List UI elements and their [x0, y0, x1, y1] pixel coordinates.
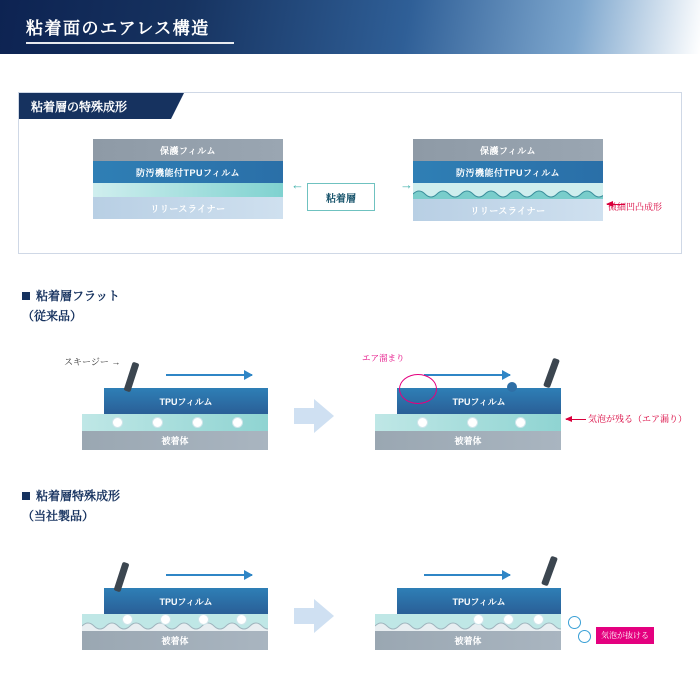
- bullet-square-icon: [22, 292, 30, 300]
- tpu-film-label: TPUフィルム: [397, 388, 561, 414]
- air-bubble: [236, 614, 247, 625]
- base-material-label: 被着体: [82, 431, 268, 450]
- air-bubble: [122, 614, 133, 625]
- section2-heading: 粘着層特殊成形: [22, 487, 120, 504]
- air-bubble: [473, 614, 484, 625]
- direction-arrow: [166, 574, 252, 576]
- air-bubble: [198, 614, 209, 625]
- sample-product-after: [375, 588, 561, 650]
- section1-subheading: （従来品）: [22, 309, 83, 323]
- bullet-square-icon: [22, 492, 30, 500]
- bubble-escape-callout: 気泡が抜ける: [596, 627, 654, 644]
- direction-arrow: [166, 374, 252, 376]
- squeegee-icon: [543, 358, 560, 389]
- layer-release-liner: リリースライナー: [93, 197, 283, 219]
- process-arrow-icon: [294, 399, 334, 433]
- micro-texture-note: 微細凹凸成形: [608, 202, 663, 212]
- layer-release-liner: リリースライナー: [413, 199, 603, 221]
- escaping-bubble-icon: [578, 630, 591, 643]
- air-bubble: [152, 417, 163, 428]
- air-bubble: [112, 417, 123, 428]
- air-bubble: [160, 614, 171, 625]
- layer-tpu-film: 防汚機能付TPUフィルム: [413, 161, 603, 183]
- arrow-right-icon: →: [400, 177, 413, 192]
- air-bubble: [503, 614, 514, 625]
- title-underline: [26, 42, 234, 44]
- tpu-film-label: TPUフィルム: [104, 388, 268, 414]
- micro-texture-wave-icon: [413, 183, 603, 199]
- layer-adhesive-textured: [413, 183, 603, 199]
- air-bubble: [515, 417, 526, 428]
- air-bubble: [417, 417, 428, 428]
- tpu-film-label: TPUフィルム: [397, 588, 561, 614]
- squeegee-label: スキージー →: [64, 357, 121, 367]
- bubble-remain-note: 気泡が残る（エア漏り）: [588, 414, 688, 424]
- escaping-bubble-icon: [568, 616, 581, 629]
- section2-subheading: （当社製品）: [22, 509, 95, 523]
- trapped-air-bubble: [507, 382, 517, 392]
- bubble-remain-pointer: [566, 419, 586, 420]
- air-bubble: [192, 417, 203, 428]
- process-arrow-icon: [294, 599, 334, 633]
- page-title: 粘着面のエアレス構造: [26, 19, 210, 38]
- tpu-film-label: TPUフィルム: [104, 588, 268, 614]
- layer-protective-film: 保護フィルム: [413, 139, 603, 161]
- base-material-label: 被着体: [375, 631, 561, 650]
- squeegee-icon: [541, 556, 558, 587]
- air-bubble: [467, 417, 478, 428]
- air-pool-callout: エア溜まり: [362, 353, 405, 363]
- panel-tab-label: 粘着層の特殊成形: [19, 93, 171, 119]
- adhesive-layer-label: 粘着層: [307, 183, 375, 211]
- base-material-label: 被着体: [82, 631, 268, 650]
- layer-protective-film: 保護フィルム: [93, 139, 283, 161]
- page-header: [0, 0, 700, 54]
- direction-arrow: [424, 574, 510, 576]
- layer-tpu-film: 防汚機能付TPUフィルム: [93, 161, 283, 183]
- section1-heading: 粘着層フラット: [22, 287, 120, 304]
- stack-conventional: [93, 139, 283, 219]
- air-pool-highlight: [399, 374, 437, 404]
- stack-special-formed: [413, 139, 603, 221]
- sample-conventional-before: [82, 388, 268, 450]
- air-bubble: [232, 417, 243, 428]
- arrow-left-icon: ←: [291, 177, 304, 192]
- direction-arrow: [424, 374, 510, 376]
- base-material-label: 被着体: [375, 431, 561, 450]
- adhesive-structure-panel: [18, 92, 682, 254]
- air-bubble: [533, 614, 544, 625]
- layer-adhesive: [93, 183, 283, 197]
- sample-product-before: [82, 588, 268, 650]
